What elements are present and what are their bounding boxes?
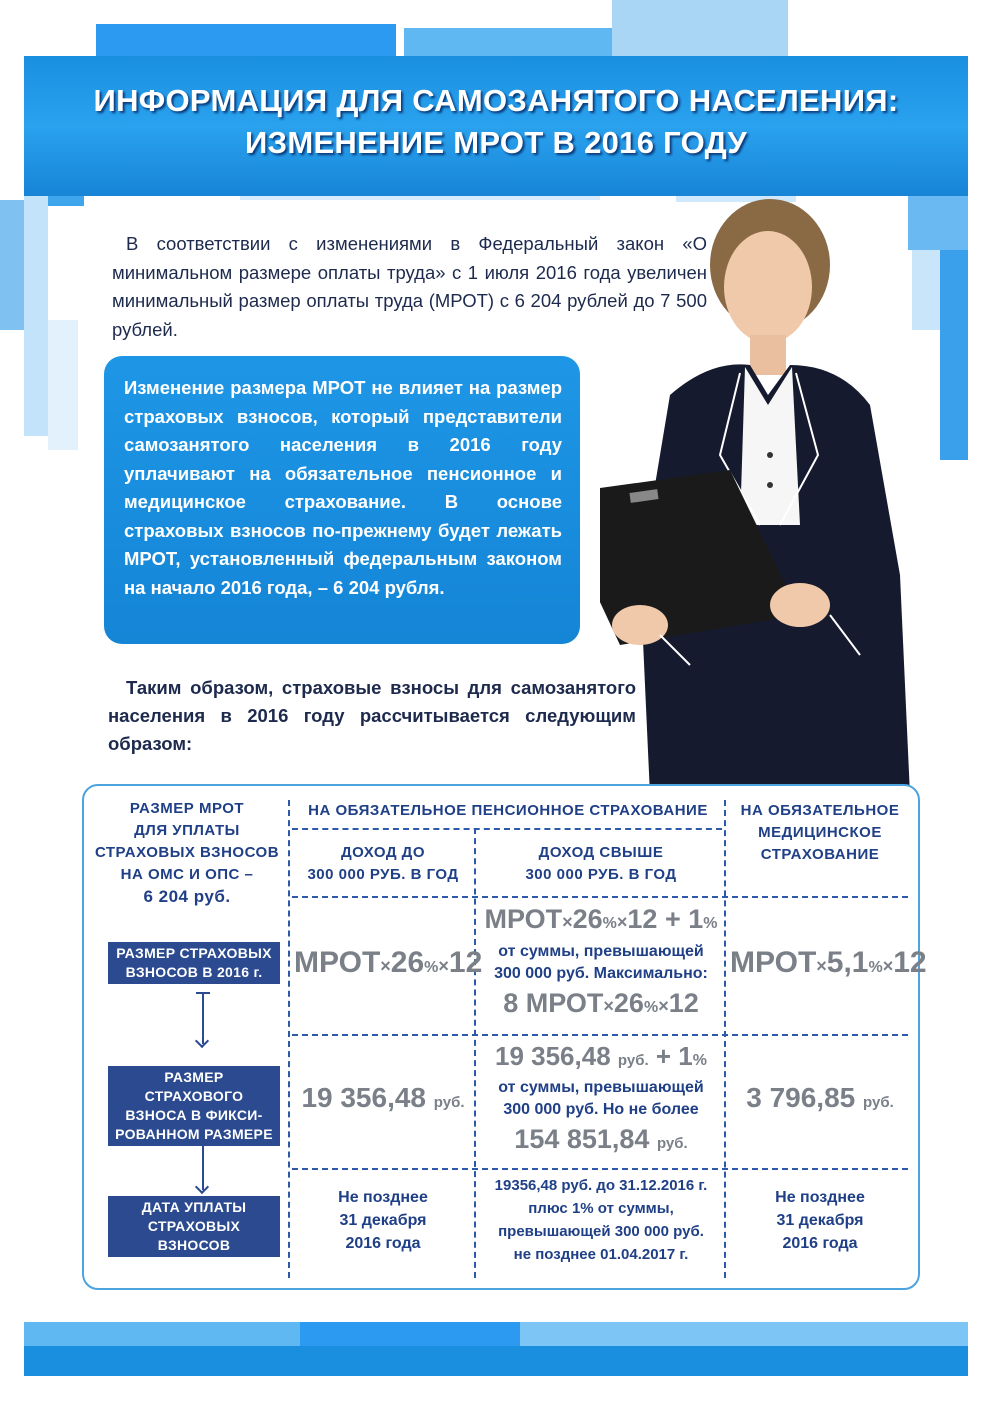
date-line: 19356,48 руб. до 31.12.2016 г. [494,1177,708,1194]
formula-low: МРОТ×26%×12 [294,946,483,979]
row-label-date [108,1196,280,1257]
medical-header-line: НА ОБЯЗАТЕЛЬНОЕ [740,802,900,819]
fixed-note-line: от суммы, превышающей [498,1079,704,1096]
arrow-down-icon [202,992,204,1044]
divider-h0 [292,828,722,830]
date-high [480,1174,722,1266]
row-label-line: РАЗМЕР СТРАХОВОГО [144,1069,244,1104]
title-line-1: ИНФОРМАЦИЯ ДЛЯ САМОЗАНЯТОГО НАСЕЛЕНИЯ: [93,83,899,118]
date-line: превышающей 300 000 руб. [498,1223,704,1240]
formula-note-line: 300 000 руб. Максимально: [494,965,708,982]
date-line: Не позднее [775,1189,865,1206]
divider-v1 [288,800,290,1278]
income-high-line: ДОХОД СВЫШЕ [538,844,664,861]
income-low-header [294,842,472,886]
formula-note-line: от суммы, превышающей [498,943,704,960]
date-line: 2016 года [345,1235,421,1252]
income-high-header [480,842,722,886]
mrot-header-line: СТРАХОВЫХ ВЗНОСОВ [94,844,280,861]
row-label-contributions [108,942,280,984]
fixed-high: 19 356,48 руб. + 1% от суммы, превышающей 300 000 руб. Но не более 154 851,84 руб. [480,1040,722,1162]
row-label-line: РАЗМЕР СТРАХОВЫХ [116,945,272,961]
mrot-header [92,798,282,908]
income-low-line: 300 000 РУБ. В ГОД [307,866,459,883]
date-line: не позднее 01.04.2017 г. [513,1246,689,1263]
divider-h1 [292,896,908,898]
date-low [294,1186,472,1255]
divider-h2 [292,1034,908,1036]
highlight-text: Изменение размера МРОТ не влияет на размер страховых взносов, который представители самозанятого населения в 2016 году уплачивают на обязательное пенсионное и медицинское страхование. В основе страховых взносов по-прежнему будет лежать МРОТ, установленный федеральным законом на начало 2016 года, – 6 204 рубля. [124,377,562,598]
footer-bands [24,1322,968,1378]
divider-v3 [724,800,726,1278]
mrot-header-line: ДЛЯ УПЛАТЫ [134,822,240,839]
contributions-table [82,784,927,1290]
date-line: 2016 года [782,1235,858,1252]
arrow-down-icon [202,1144,204,1190]
row-label-line: СТРАХОВЫХ ВЗНОСОВ [147,1218,241,1253]
pension-header: НА ОБЯЗАТЕЛЬНОЕ ПЕНСИОННОЕ СТРАХОВАНИЕ [308,802,708,819]
date-line: Не позднее [338,1189,428,1206]
highlight-box [104,356,580,644]
divider-h3 [292,1168,908,1170]
mrot-value: 6 204 руб. [143,887,231,906]
date-line: плюс 1% от суммы, [528,1200,674,1217]
medical-header [730,800,910,866]
page-title [24,80,968,164]
date-medical [730,1186,910,1255]
medical-header-line: СТРАХОВАНИЕ [760,846,880,863]
formula-high: МРОТ×26%×12 + 1% от суммы, превышающей 300 000 руб. Максимально: 8 МРОТ×26%×12 [480,902,722,1026]
row-label-line: ВЗНОСОВ В 2016 г. [125,964,263,980]
summary-paragraph: Таким образом, страховые взносы для самозанятого населения в 2016 году рассчитывается следующим образом: [108,677,636,754]
mrot-header-line: РАЗМЕР МРОТ [129,800,245,817]
mrot-header-line: НА ОМС И ОПС – [120,866,254,883]
row-label-line: РОВАННОМ РАЗМЕРЕ [115,1126,273,1142]
fixed-medical: 3 796,85 руб. [746,1082,894,1113]
formula-medical: МРОТ×5,1%×12 [730,946,927,979]
title-line-2: ИЗМЕНЕНИЕ МРОТ В 2016 ГОДУ [245,125,747,160]
row-label-line: ВЗНОСА В ФИКСИ- [125,1107,263,1123]
intro-paragraph: В соответствии с изменениями в Федеральный закон «О минимальном размере оплаты труда» с 1 июля 2016 года увеличен минимальный размер оплаты труда (МРОТ) с 6 204 рублей до 7 500 рублей. [112,233,707,340]
date-line: 31 декабря [339,1212,427,1229]
fixed-low: 19 356,48 руб. [301,1082,465,1113]
fixed-note-line: 300 000 руб. Но не более [503,1101,699,1118]
row-label-line: ДАТА УПЛАТЫ [141,1199,247,1215]
income-low-line: ДОХОД ДО [340,844,426,861]
medical-header-line: МЕДИЦИНСКОЕ [758,824,882,841]
income-high-line: 300 000 РУБ. В ГОД [525,866,677,883]
row-label-fixed [108,1066,280,1146]
date-line: 31 декабря [776,1212,864,1229]
